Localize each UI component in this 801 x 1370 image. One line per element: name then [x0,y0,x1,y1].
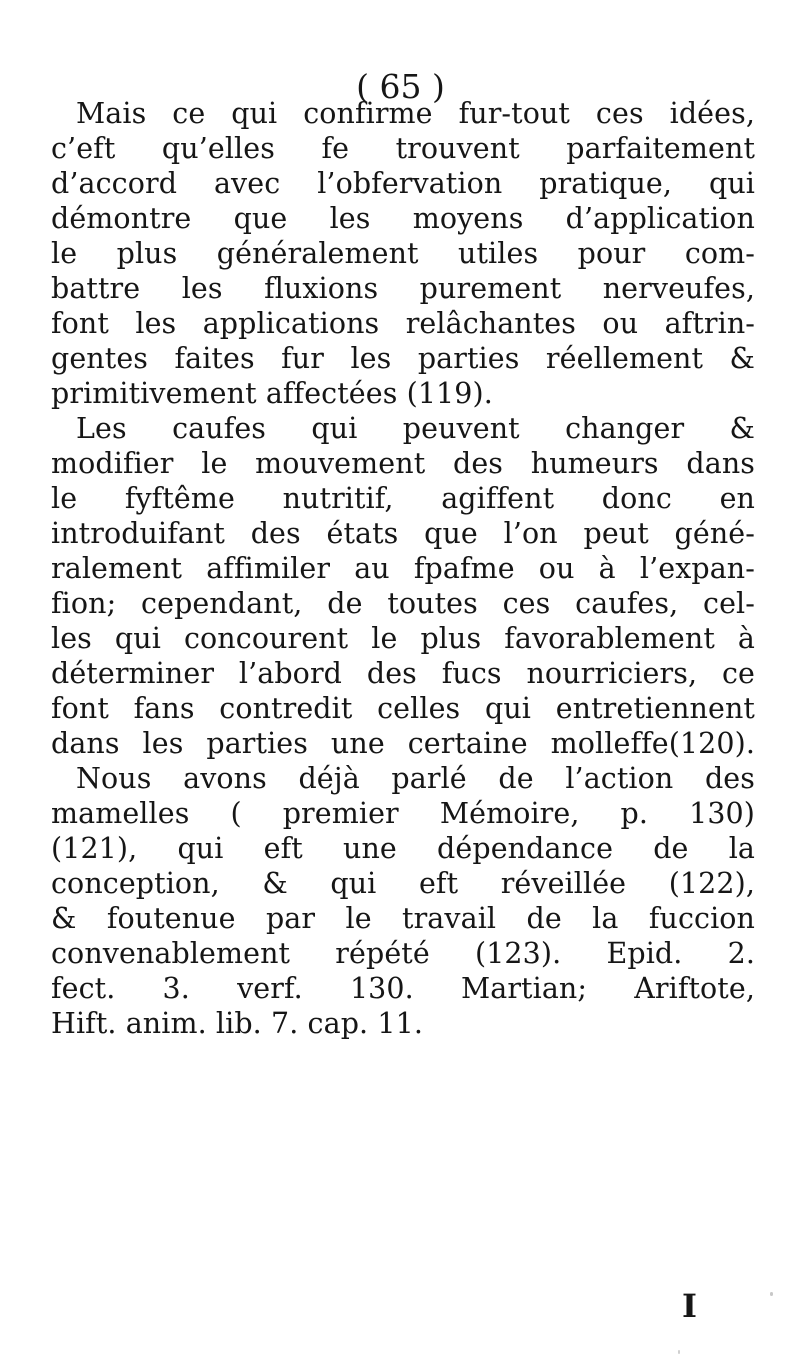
page-number: ( 65 ) [356,67,445,106]
text-line: Mais ce qui confirme fur-tout ces idées, [76,97,755,130]
text-line: mamelles ( premier Mémoire, p. 130) [51,797,755,830]
text-line: Les caufes qui peuvent changer & [76,412,755,445]
text-line: (121), qui eft une dépendance de la [51,832,755,865]
paper-speck [678,1350,680,1354]
text-line: introduifant des états que l’on peut géné- [51,517,755,550]
text-line: c’eft qu’elles fe trouvent parfaitement [51,132,755,165]
text-line: d’accord avec l’obfervation pratique, qui [51,167,755,200]
text-line: déterminer l’abord des fucs nourriciers, ce [51,657,755,690]
signature-mark: I [682,1287,697,1325]
text-line: primitivement affectées (119). [51,377,493,410]
text-line: démontre que les moyens d’application [51,202,755,235]
text-line: dans les parties une certaine molleffe(120). [51,727,755,760]
paper-speck [770,1292,773,1296]
text-line: fion; cependant, de toutes ces caufes, cel- [51,587,755,620]
page-body [51,96,755,1041]
text-line: convenablement répété (123). Epid. 2. [51,937,755,970]
text-line: gentes faites fur les parties réellement & [51,342,755,375]
text-line: ralement affimiler au fpafme ou à l’expan- [51,552,755,585]
text-line: conception, & qui eft réveillée (122), [51,867,755,900]
text-line: Hift. anim. lib. 7. cap. 11. [51,1007,423,1040]
text-line: le plus généralement utiles pour com- [51,237,755,270]
text-line: font les applications relâchantes ou aftrin- [51,307,755,340]
text-line: les qui concourent le plus favorablement à [51,622,755,655]
text-line: Nous avons déjà parlé de l’action des [76,762,755,795]
text-line: & foutenue par le travail de la fuccion [51,902,755,935]
text-line: battre les fluxions purement nerveufes, [51,272,755,305]
text-line: fect. 3. verf. 130. Martian; Ariftote, [51,972,755,1005]
text-line: font fans contredit celles qui entretiennent [51,692,755,725]
text-line: modifier le mouvement des humeurs dans [51,447,755,480]
text-line: le fyftême nutritif, agiffent donc en [51,482,755,515]
